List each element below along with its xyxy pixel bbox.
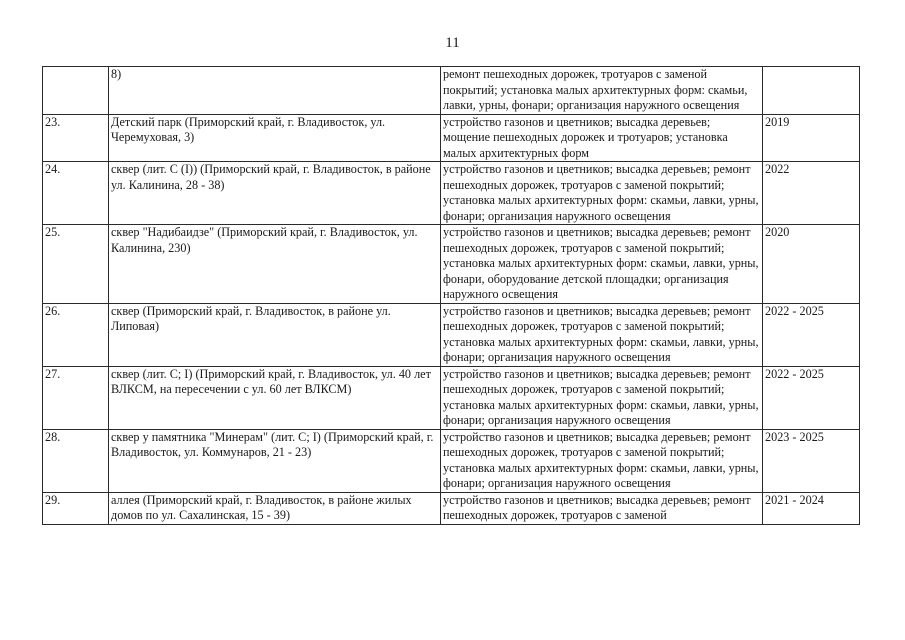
year-cell (763, 67, 860, 115)
table-row (43, 303, 860, 366)
row-number-cell: 29. (43, 492, 109, 524)
table-row (43, 162, 860, 225)
row-number-cell: 26. (43, 303, 109, 366)
table-row (43, 67, 860, 115)
works-cell: устройство газонов и цветников; высадка деревьев; ремонт пешеходных дорожек, тротуаров с заменой покрытий; установка малых архитектурных форм: скамьи, лавки, урны, фонари, оборудование детской площадки; организация наружного освещения (441, 225, 763, 304)
works-cell: устройство газонов и цветников; высадка деревьев; ремонт пешеходных дорожек, тротуаров с заменой покрытий; установка малых архитектурных форм: скамьи, лавки, урны, фонари; организация наружного освещения (441, 162, 763, 225)
table-row (43, 114, 860, 162)
object-name-cell: сквер "Надибаидзе" (Приморский край, г. Владивосток, ул. Калинина, 230) (109, 225, 441, 304)
row-number-cell: 28. (43, 429, 109, 492)
row-number-cell (43, 67, 109, 115)
object-name-cell: сквер (лит. С (I)) (Приморский край, г. Владивосток, в районе ул. Калинина, 28 - 38) (109, 162, 441, 225)
registry-table (42, 66, 860, 525)
table-row (43, 366, 860, 429)
object-name-cell: сквер (Приморский край, г. Владивосток, в районе ул. Липовая) (109, 303, 441, 366)
object-name-cell: сквер (лит. С; I) (Приморский край, г. Владивосток, ул. 40 лет ВЛКСМ, на пересечении с ул. 60 лет ВЛКСМ) (109, 366, 441, 429)
table-row (43, 225, 860, 304)
year-cell: 2022 - 2025 (763, 303, 860, 366)
year-cell: 2020 (763, 225, 860, 304)
row-number-cell: 23. (43, 114, 109, 162)
page-number: 11 (445, 35, 460, 51)
object-name-cell: сквер у памятника "Минерам" (лит. С; I) (Приморский край, г. Владивосток, ул. Коммунаров, 21 - 23) (109, 429, 441, 492)
works-cell: устройство газонов и цветников; высадка деревьев; ремонт пешеходных дорожек, тротуаров с заменой покрытий; установка малых архитектурных форм: скамьи, лавки, урны, фонари; организация наружного освещения (441, 429, 763, 492)
row-number-cell: 27. (43, 366, 109, 429)
works-cell: устройство газонов и цветников; высадка деревьев; ремонт пешеходных дорожек, тротуаров с заменой покрытий; установка малых архитектурных форм: скамьи, лавки, урны, фонари; организация наружного освещения (441, 303, 763, 366)
works-cell: устройство газонов и цветников; высадка деревьев; ремонт пешеходных дорожек, тротуаров с заменой покрытий; установка малых архитектурных форм: скамьи, лавки, урны, фонари; организация наружного освещения (441, 366, 763, 429)
row-number-cell: 24. (43, 162, 109, 225)
year-cell: 2021 - 2024 (763, 492, 860, 524)
year-cell: 2019 (763, 114, 860, 162)
year-cell: 2022 - 2025 (763, 366, 860, 429)
object-name-cell: 8) (109, 67, 441, 115)
year-cell: 2023 - 2025 (763, 429, 860, 492)
works-cell: устройство газонов и цветников; высадка деревьев; мощение пешеходных дорожек и тротуаров; установка малых архитектурных форм (441, 114, 763, 162)
table-row (43, 492, 860, 524)
object-name-cell: аллея (Приморский край, г. Владивосток, в районе жилых домов по ул. Сахалинская, 15 - 39) (109, 492, 441, 524)
works-cell: устройство газонов и цветников; высадка деревьев; ремонт пешеходных дорожек, тротуаров с заменой (441, 492, 763, 524)
works-cell: ремонт пешеходных дорожек, тротуаров с заменой покрытий; установка малых архитектурных форм: скамьи, лавки, урны, фонари; организация наружного освещения (441, 67, 763, 115)
year-cell: 2022 (763, 162, 860, 225)
table-row (43, 429, 860, 492)
object-name-cell: Детский парк (Приморский край, г. Владивосток, ул. Черемуховая, 3) (109, 114, 441, 162)
row-number-cell: 25. (43, 225, 109, 304)
